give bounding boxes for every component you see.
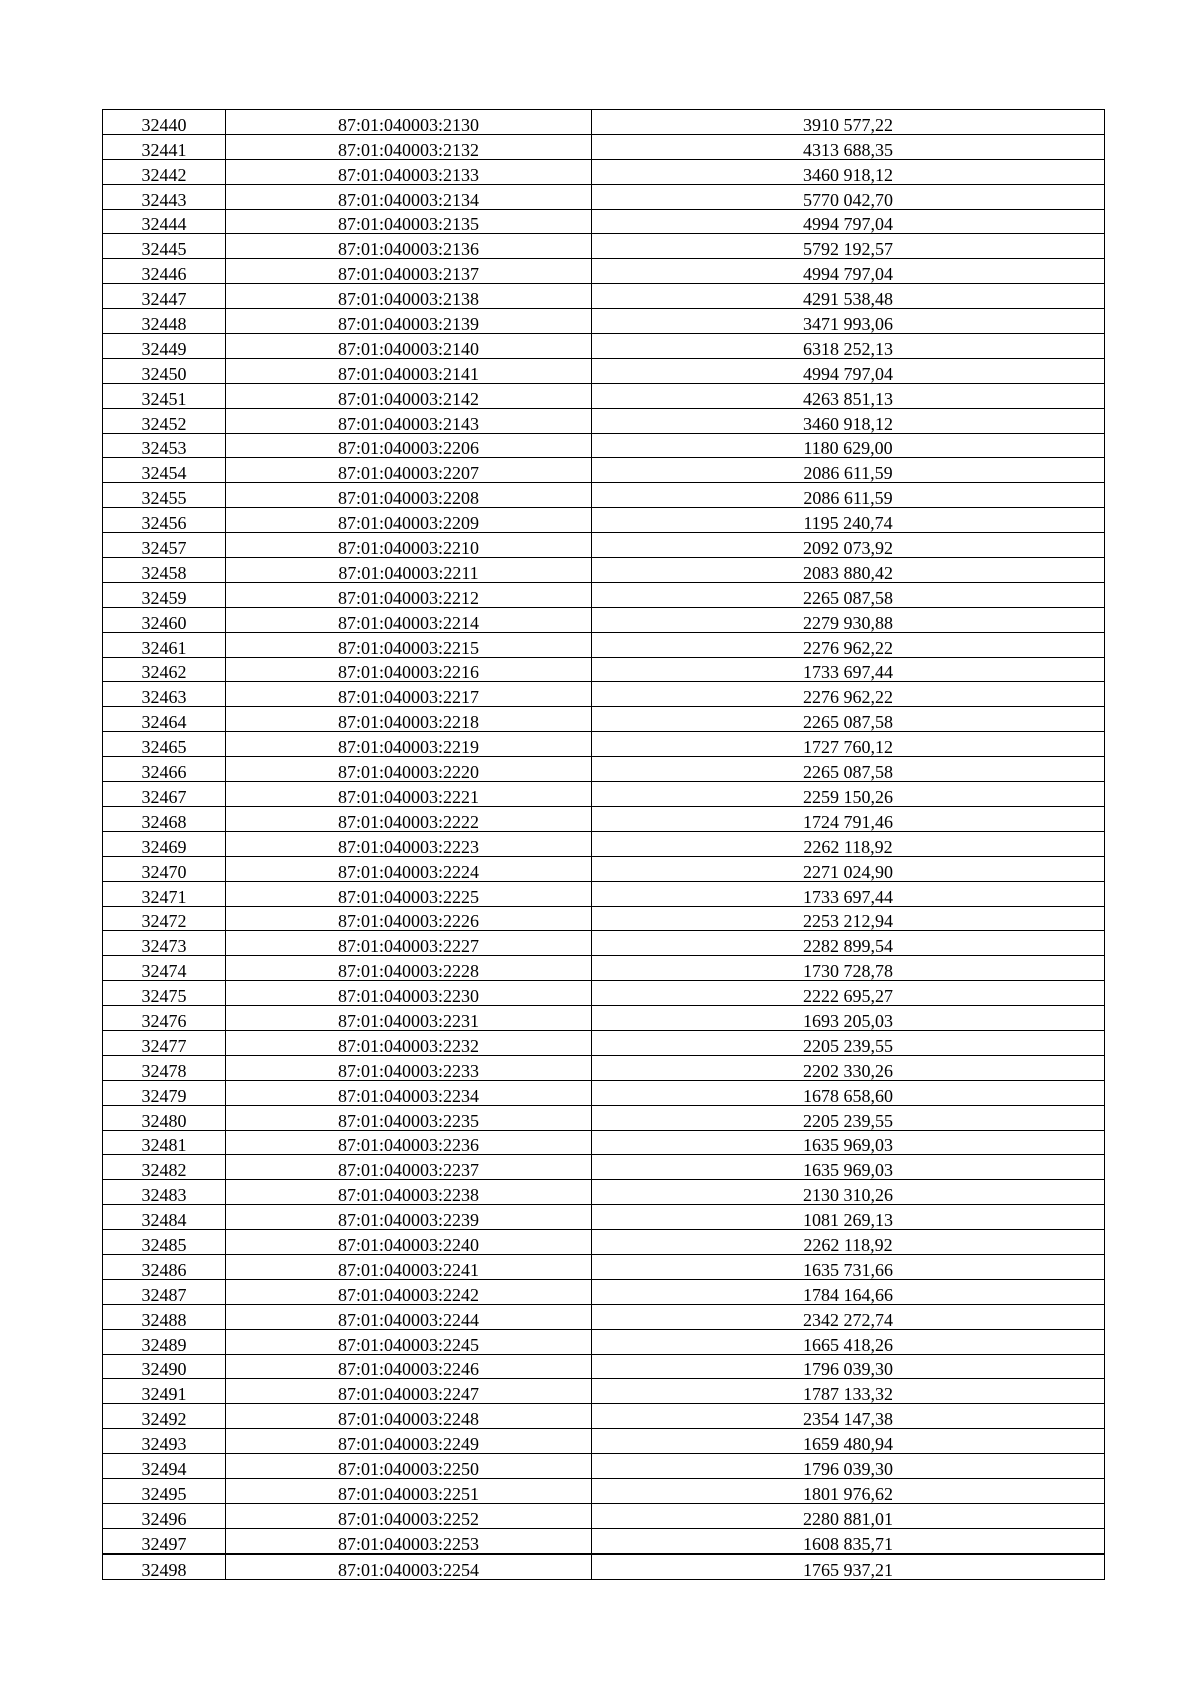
- cadastral-value-cell: 1730 728,78: [592, 956, 1105, 981]
- cadastral-number-cell: 87:01:040003:2132: [226, 134, 592, 159]
- cadastral-value-table: [102, 109, 1105, 1580]
- row-number-cell: 32490: [103, 1354, 226, 1379]
- table-body: [103, 110, 1105, 1580]
- row-number-cell: 32462: [103, 657, 226, 682]
- cadastral-number-cell: 87:01:040003:2140: [226, 334, 592, 359]
- cadastral-value-cell: 4313 688,35: [592, 134, 1105, 159]
- row-number-cell: 32495: [103, 1478, 226, 1503]
- table-row: [103, 1279, 1105, 1304]
- table-row: [103, 1030, 1105, 1055]
- cadastral-number-cell: 87:01:040003:2244: [226, 1304, 592, 1329]
- cadastral-number-cell: 87:01:040003:2218: [226, 707, 592, 732]
- table-row: [103, 1454, 1105, 1479]
- row-number-cell: 32470: [103, 856, 226, 881]
- cadastral-number-cell: 87:01:040003:2207: [226, 458, 592, 483]
- table-row: [103, 134, 1105, 159]
- cadastral-value-cell: 4263 851,13: [592, 383, 1105, 408]
- cadastral-value-cell: 2354 147,38: [592, 1404, 1105, 1429]
- row-number-cell: 32496: [103, 1503, 226, 1528]
- row-number-cell: 32465: [103, 732, 226, 757]
- cadastral-value-cell: 1796 039,30: [592, 1454, 1105, 1479]
- table-row: [103, 1528, 1105, 1553]
- table-row: [103, 1254, 1105, 1279]
- cadastral-value-cell: 1180 629,00: [592, 433, 1105, 458]
- table-row: [103, 1205, 1105, 1230]
- cadastral-number-cell: 87:01:040003:2238: [226, 1180, 592, 1205]
- cadastral-number-cell: 87:01:040003:2239: [226, 1205, 592, 1230]
- table-row: [103, 334, 1105, 359]
- cadastral-number-cell: 87:01:040003:2220: [226, 757, 592, 782]
- cadastral-value-cell: 2271 024,90: [592, 856, 1105, 881]
- row-number-cell: 32457: [103, 533, 226, 558]
- cadastral-value-cell: 5792 192,57: [592, 234, 1105, 259]
- row-number-cell: 32494: [103, 1454, 226, 1479]
- cadastral-number-cell: 87:01:040003:2206: [226, 433, 592, 458]
- cadastral-number-cell: 87:01:040003:2254: [226, 1554, 592, 1579]
- row-number-cell: 32446: [103, 259, 226, 284]
- cadastral-number-cell: 87:01:040003:2141: [226, 358, 592, 383]
- row-number-cell: 32467: [103, 782, 226, 807]
- row-number-cell: 32487: [103, 1279, 226, 1304]
- cadastral-value-cell: 3471 993,06: [592, 309, 1105, 334]
- cadastral-value-cell: 2262 118,92: [592, 831, 1105, 856]
- table-row: [103, 284, 1105, 309]
- table-row: [103, 831, 1105, 856]
- table-row: [103, 1478, 1105, 1503]
- cadastral-value-cell: 1733 697,44: [592, 881, 1105, 906]
- cadastral-number-cell: 87:01:040003:2253: [226, 1528, 592, 1553]
- cadastral-number-cell: 87:01:040003:2247: [226, 1379, 592, 1404]
- cadastral-value-cell: 2280 881,01: [592, 1503, 1105, 1528]
- cadastral-value-cell: 2276 962,22: [592, 682, 1105, 707]
- table-row: [103, 856, 1105, 881]
- table-row: [103, 1055, 1105, 1080]
- cadastral-value-cell: 1724 791,46: [592, 806, 1105, 831]
- table-row: [103, 358, 1105, 383]
- row-number-cell: 32489: [103, 1329, 226, 1354]
- cadastral-value-cell: 2130 310,26: [592, 1180, 1105, 1205]
- cadastral-number-cell: 87:01:040003:2228: [226, 956, 592, 981]
- cadastral-number-cell: 87:01:040003:2226: [226, 906, 592, 931]
- cadastral-value-cell: 4994 797,04: [592, 209, 1105, 234]
- table-row: [103, 408, 1105, 433]
- cadastral-number-cell: 87:01:040003:2230: [226, 981, 592, 1006]
- row-number-cell: 32474: [103, 956, 226, 981]
- table-row: [103, 632, 1105, 657]
- row-number-cell: 32485: [103, 1230, 226, 1255]
- cadastral-number-cell: 87:01:040003:2241: [226, 1254, 592, 1279]
- row-number-cell: 32455: [103, 483, 226, 508]
- cadastral-number-cell: 87:01:040003:2236: [226, 1130, 592, 1155]
- cadastral-number-cell: 87:01:040003:2134: [226, 184, 592, 209]
- cadastral-number-cell: 87:01:040003:2135: [226, 209, 592, 234]
- cadastral-number-cell: 87:01:040003:2137: [226, 259, 592, 284]
- row-number-cell: 32451: [103, 383, 226, 408]
- cadastral-value-cell: 2086 611,59: [592, 458, 1105, 483]
- cadastral-number-cell: 87:01:040003:2211: [226, 558, 592, 583]
- cadastral-value-cell: 2279 930,88: [592, 607, 1105, 632]
- cadastral-number-cell: 87:01:040003:2234: [226, 1080, 592, 1105]
- cadastral-number-cell: 87:01:040003:2222: [226, 806, 592, 831]
- cadastral-number-cell: 87:01:040003:2136: [226, 234, 592, 259]
- cadastral-number-cell: 87:01:040003:2130: [226, 110, 592, 135]
- row-number-cell: 32448: [103, 309, 226, 334]
- cadastral-value-cell: 3460 918,12: [592, 159, 1105, 184]
- cadastral-number-cell: 87:01:040003:2246: [226, 1354, 592, 1379]
- row-number-cell: 32449: [103, 334, 226, 359]
- row-number-cell: 32447: [103, 284, 226, 309]
- cadastral-value-cell: 1678 658,60: [592, 1080, 1105, 1105]
- cadastral-value-cell: 2083 880,42: [592, 558, 1105, 583]
- cadastral-value-cell: 2202 330,26: [592, 1055, 1105, 1080]
- cadastral-number-cell: 87:01:040003:2215: [226, 632, 592, 657]
- cadastral-value-cell: 1784 164,66: [592, 1279, 1105, 1304]
- cadastral-value-cell: 2092 073,92: [592, 533, 1105, 558]
- cadastral-value-cell: 1801 976,62: [592, 1478, 1105, 1503]
- cadastral-value-cell: 2086 611,59: [592, 483, 1105, 508]
- row-number-cell: 32460: [103, 607, 226, 632]
- cadastral-number-cell: 87:01:040003:2209: [226, 508, 592, 533]
- table-row: [103, 458, 1105, 483]
- cadastral-value-cell: 2342 272,74: [592, 1304, 1105, 1329]
- table-row: [103, 159, 1105, 184]
- table-row: [103, 682, 1105, 707]
- row-number-cell: 32453: [103, 433, 226, 458]
- row-number-cell: 32440: [103, 110, 226, 135]
- cadastral-number-cell: 87:01:040003:2232: [226, 1030, 592, 1055]
- row-number-cell: 32476: [103, 1006, 226, 1031]
- cadastral-number-cell: 87:01:040003:2138: [226, 284, 592, 309]
- cadastral-value-cell: 2253 212,94: [592, 906, 1105, 931]
- cadastral-number-cell: 87:01:040003:2223: [226, 831, 592, 856]
- cadastral-number-cell: 87:01:040003:2245: [226, 1329, 592, 1354]
- cadastral-value-cell: 3460 918,12: [592, 408, 1105, 433]
- row-number-cell: 32445: [103, 234, 226, 259]
- cadastral-number-cell: 87:01:040003:2139: [226, 309, 592, 334]
- row-number-cell: 32473: [103, 931, 226, 956]
- table-row: [103, 1180, 1105, 1205]
- row-number-cell: 32454: [103, 458, 226, 483]
- table-row: [103, 1006, 1105, 1031]
- table-row: [103, 1130, 1105, 1155]
- row-number-cell: 32443: [103, 184, 226, 209]
- cadastral-value-cell: 2259 150,26: [592, 782, 1105, 807]
- cadastral-value-cell: 4994 797,04: [592, 358, 1105, 383]
- cadastral-value-cell: 1635 731,66: [592, 1254, 1105, 1279]
- row-number-cell: 32480: [103, 1105, 226, 1130]
- table-row: [103, 1080, 1105, 1105]
- cadastral-value-cell: 1635 969,03: [592, 1130, 1105, 1155]
- cadastral-number-cell: 87:01:040003:2242: [226, 1279, 592, 1304]
- row-number-cell: 32486: [103, 1254, 226, 1279]
- cadastral-number-cell: 87:01:040003:2212: [226, 582, 592, 607]
- row-number-cell: 32468: [103, 806, 226, 831]
- cadastral-value-cell: 1796 039,30: [592, 1354, 1105, 1379]
- cadastral-value-cell: 2262 118,92: [592, 1230, 1105, 1255]
- row-number-cell: 32442: [103, 159, 226, 184]
- row-number-cell: 32478: [103, 1055, 226, 1080]
- row-number-cell: 32481: [103, 1130, 226, 1155]
- cadastral-value-cell: 1635 969,03: [592, 1155, 1105, 1180]
- row-number-cell: 32493: [103, 1429, 226, 1454]
- table-row: [103, 1329, 1105, 1354]
- cadastral-number-cell: 87:01:040003:2133: [226, 159, 592, 184]
- table-row: [103, 782, 1105, 807]
- cadastral-number-cell: 87:01:040003:2214: [226, 607, 592, 632]
- cadastral-value-cell: 5770 042,70: [592, 184, 1105, 209]
- cadastral-number-cell: 87:01:040003:2227: [226, 931, 592, 956]
- table-row: [103, 234, 1105, 259]
- table-row: [103, 383, 1105, 408]
- cadastral-number-cell: 87:01:040003:2250: [226, 1454, 592, 1479]
- table-row: [103, 1503, 1105, 1528]
- cadastral-number-cell: 87:01:040003:2252: [226, 1503, 592, 1528]
- table-row: [103, 1379, 1105, 1404]
- row-number-cell: 32452: [103, 408, 226, 433]
- cadastral-value-cell: 1765 937,21: [592, 1554, 1105, 1579]
- table-row: [103, 906, 1105, 931]
- cadastral-value-cell: 1659 480,94: [592, 1429, 1105, 1454]
- table-row: [103, 1304, 1105, 1329]
- row-number-cell: 32482: [103, 1155, 226, 1180]
- cadastral-number-cell: 87:01:040003:2249: [226, 1429, 592, 1454]
- row-number-cell: 32463: [103, 682, 226, 707]
- table-row: [103, 209, 1105, 234]
- table-row: [103, 582, 1105, 607]
- row-number-cell: 32475: [103, 981, 226, 1006]
- cadastral-value-cell: 1665 418,26: [592, 1329, 1105, 1354]
- row-number-cell: 32444: [103, 209, 226, 234]
- cadastral-value-cell: 1608 835,71: [592, 1528, 1105, 1553]
- table-row: [103, 1230, 1105, 1255]
- table-row: [103, 732, 1105, 757]
- table-row: [103, 881, 1105, 906]
- table-row: [103, 1105, 1105, 1130]
- cadastral-number-cell: 87:01:040003:2217: [226, 682, 592, 707]
- table-row: [103, 558, 1105, 583]
- cadastral-number-cell: 87:01:040003:2248: [226, 1404, 592, 1429]
- cadastral-number-cell: 87:01:040003:2231: [226, 1006, 592, 1031]
- cadastral-number-cell: 87:01:040003:2233: [226, 1055, 592, 1080]
- table-row: [103, 931, 1105, 956]
- row-number-cell: 32471: [103, 881, 226, 906]
- cadastral-value-cell: 1081 269,13: [592, 1205, 1105, 1230]
- cadastral-number-cell: 87:01:040003:2237: [226, 1155, 592, 1180]
- cadastral-value-cell: 1787 133,32: [592, 1379, 1105, 1404]
- row-number-cell: 32469: [103, 831, 226, 856]
- cadastral-value-cell: 2265 087,58: [592, 707, 1105, 732]
- cadastral-value-cell: 1727 760,12: [592, 732, 1105, 757]
- cadastral-value-cell: 6318 252,13: [592, 334, 1105, 359]
- table-row: [103, 707, 1105, 732]
- cadastral-number-cell: 87:01:040003:2210: [226, 533, 592, 558]
- cadastral-value-cell: 1195 240,74: [592, 508, 1105, 533]
- table-row: [103, 1404, 1105, 1429]
- row-number-cell: 32491: [103, 1379, 226, 1404]
- cadastral-value-cell: 2205 239,55: [592, 1105, 1105, 1130]
- table-row: [103, 956, 1105, 981]
- table-row: [103, 1354, 1105, 1379]
- table-row: [103, 1155, 1105, 1180]
- row-number-cell: 32464: [103, 707, 226, 732]
- cadastral-number-cell: 87:01:040003:2219: [226, 732, 592, 757]
- table-row: [103, 259, 1105, 284]
- cadastral-number-cell: 87:01:040003:2240: [226, 1230, 592, 1255]
- cadastral-number-cell: 87:01:040003:2225: [226, 881, 592, 906]
- cadastral-number-cell: 87:01:040003:2143: [226, 408, 592, 433]
- row-number-cell: 32488: [103, 1304, 226, 1329]
- cadastral-value-cell: 2276 962,22: [592, 632, 1105, 657]
- row-number-cell: 32458: [103, 558, 226, 583]
- table-row: [103, 757, 1105, 782]
- row-number-cell: 32498: [103, 1554, 226, 1579]
- cadastral-value-cell: 2282 899,54: [592, 931, 1105, 956]
- table-row: [103, 1554, 1105, 1579]
- row-number-cell: 32472: [103, 906, 226, 931]
- table-row: [103, 184, 1105, 209]
- cadastral-value-cell: 2222 695,27: [592, 981, 1105, 1006]
- cadastral-value-cell: 2265 087,58: [592, 582, 1105, 607]
- row-number-cell: 32483: [103, 1180, 226, 1205]
- row-number-cell: 32479: [103, 1080, 226, 1105]
- cadastral-number-cell: 87:01:040003:2216: [226, 657, 592, 682]
- row-number-cell: 32441: [103, 134, 226, 159]
- table-row: [103, 981, 1105, 1006]
- cadastral-value-cell: 2205 239,55: [592, 1030, 1105, 1055]
- cadastral-number-cell: 87:01:040003:2208: [226, 483, 592, 508]
- row-number-cell: 32450: [103, 358, 226, 383]
- table-row: [103, 806, 1105, 831]
- table-row: [103, 657, 1105, 682]
- table-row: [103, 508, 1105, 533]
- cadastral-value-cell: 4291 538,48: [592, 284, 1105, 309]
- row-number-cell: 32459: [103, 582, 226, 607]
- table-row: [103, 433, 1105, 458]
- table-row: [103, 533, 1105, 558]
- table-row: [103, 309, 1105, 334]
- table-row: [103, 607, 1105, 632]
- row-number-cell: 32497: [103, 1528, 226, 1553]
- cadastral-value-cell: 3910 577,22: [592, 110, 1105, 135]
- row-number-cell: 32461: [103, 632, 226, 657]
- cadastral-number-cell: 87:01:040003:2221: [226, 782, 592, 807]
- cadastral-number-cell: 87:01:040003:2142: [226, 383, 592, 408]
- row-number-cell: 32477: [103, 1030, 226, 1055]
- row-number-cell: 32466: [103, 757, 226, 782]
- row-number-cell: 32456: [103, 508, 226, 533]
- row-number-cell: 32484: [103, 1205, 226, 1230]
- cadastral-value-cell: 2265 087,58: [592, 757, 1105, 782]
- row-number-cell: 32492: [103, 1404, 226, 1429]
- cadastral-number-cell: 87:01:040003:2251: [226, 1478, 592, 1503]
- table-row: [103, 1429, 1105, 1454]
- cadastral-value-cell: 4994 797,04: [592, 259, 1105, 284]
- cadastral-value-cell: 1733 697,44: [592, 657, 1105, 682]
- cadastral-number-cell: 87:01:040003:2235: [226, 1105, 592, 1130]
- cadastral-number-cell: 87:01:040003:2224: [226, 856, 592, 881]
- table-row: [103, 110, 1105, 135]
- table-row: [103, 483, 1105, 508]
- cadastral-value-cell: 1693 205,03: [592, 1006, 1105, 1031]
